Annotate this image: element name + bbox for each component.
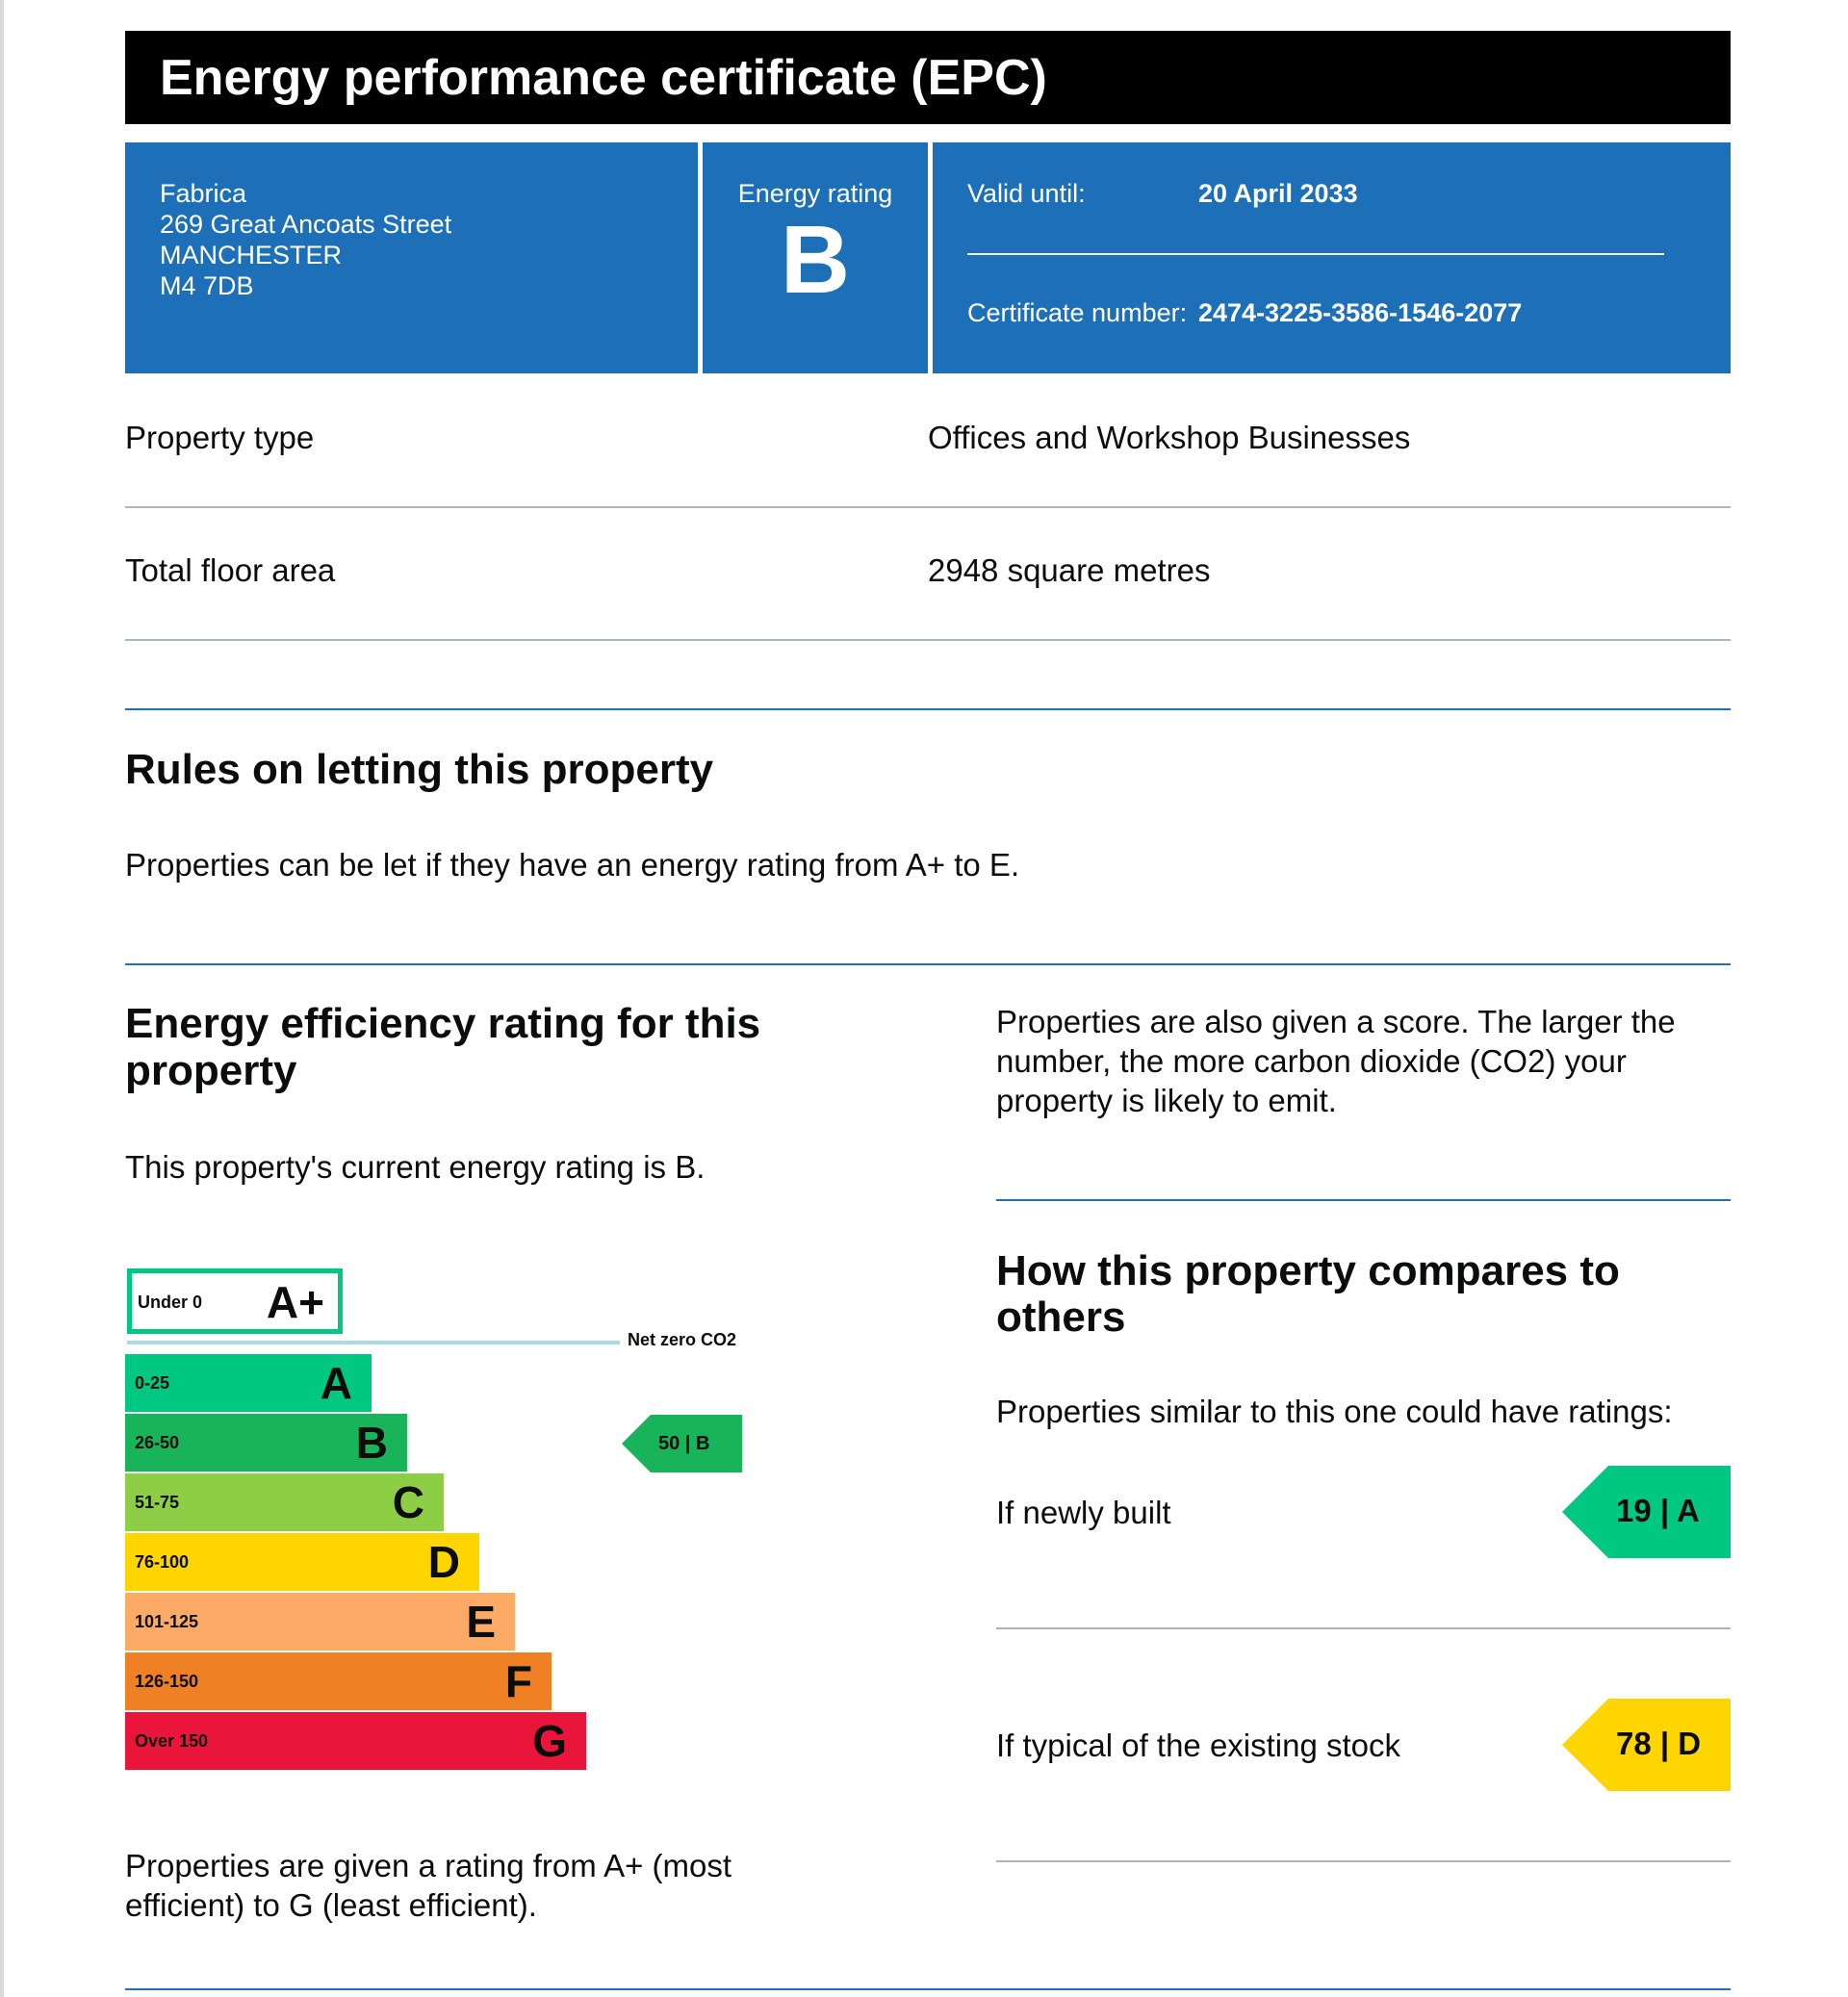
letting-heading: Rules on letting this property [125,746,714,793]
band-aplus [127,1268,343,1334]
score-info-line-2: number, the more carbon dioxide (CO2) your [996,1043,1627,1079]
score-info-line-3: property is likely to emit. [996,1083,1337,1118]
current-rating-marker [622,1415,742,1472]
floor-area-label: Total floor area [125,552,336,588]
property-type-label: Property type [125,420,315,455]
floor-area-value: 2948 square metres [928,552,1211,588]
section-divider [125,708,1731,710]
section-divider [125,963,1731,965]
band-range: 76-100 [135,1552,190,1572]
net-zero-line [127,1341,620,1344]
band-e [125,1593,515,1651]
certificate-number-value: 2474-3225-3586-1546-2077 [1198,298,1523,327]
band-f [125,1652,552,1710]
efficiency-heading-line-1: Energy efficiency rating for this [125,1000,761,1047]
validity-divider [967,253,1664,255]
address-line-1: Fabrica [160,179,247,208]
rating-footer-line-1: Properties are given a rating from A+ (most [125,1848,732,1883]
score-info-line-1: Properties are also given a score. The larger the [996,1004,1676,1039]
property-type-value: Offices and Workshop Businesses [928,420,1411,455]
compare-heading-line-1: How this property compares to [996,1247,1620,1294]
band-letter: G [532,1716,567,1766]
row-divider [125,506,1731,508]
band-letter: B [355,1418,388,1468]
band-range: Over 150 [135,1731,209,1751]
compare-heading-line-2: others [996,1293,1126,1341]
row-divider [996,1860,1731,1862]
page-header [125,31,1731,124]
band-letter: E [466,1597,496,1647]
rating-footer-line-2: efficient) to G (least efficient). [125,1887,537,1923]
typical-stock-rating [1562,1699,1731,1791]
row-divider [996,1627,1731,1629]
valid-until-value: 20 April 2033 [1198,179,1358,208]
validity-panel [933,142,1731,373]
page-title: Energy performance certificate (EPC) [160,50,1047,106]
current-rating-label: 50 | B [658,1433,710,1454]
section-divider [125,1988,1731,1990]
band-b [125,1414,407,1472]
letting-text: Properties can be let if they have an energy rating from A+ to E. [125,847,1020,883]
band-a [125,1354,372,1412]
compare-intro: Properties similar to this one could have ratings: [996,1394,1673,1429]
band-letter: A [320,1358,352,1408]
section-divider [996,1199,1731,1201]
band-range: 26-50 [135,1433,180,1452]
page-edge [0,0,4,1997]
band-range: 101-125 [135,1612,199,1631]
band-range: 51-75 [135,1493,180,1512]
address-panel [125,142,698,373]
band-letter: C [392,1477,424,1527]
energy-rating-value: B [780,206,851,314]
energy-rating-label: Energy rating [737,179,893,208]
band-range: 0-25 [135,1373,170,1393]
efficiency-heading-line-2: property [125,1047,297,1094]
newly-built-value: 19 | A [1616,1493,1700,1528]
newly-built-rating [1562,1466,1731,1558]
newly-built-label: If newly built [996,1495,1171,1530]
row-divider [125,639,1731,641]
address-line-4: M4 7DB [160,271,254,300]
band-c [125,1473,444,1531]
band-letter: F [504,1656,532,1706]
band-letter: A+ [266,1277,324,1327]
typical-stock-label: If typical of the existing stock [996,1728,1401,1763]
band-g [125,1712,586,1770]
band-range: Under 0 [138,1293,203,1312]
energy-rating-panel [703,142,928,373]
band-d [125,1533,479,1591]
certificate-number-label: Certificate number: [967,298,1188,327]
typical-stock-value: 78 | D [1616,1726,1702,1761]
net-zero-label: Net zero CO2 [628,1330,737,1349]
valid-until-label: Valid until: [967,179,1086,208]
address-line-3: MANCHESTER [160,241,343,269]
band-range: 126-150 [135,1672,199,1691]
band-letter: D [427,1537,460,1587]
current-rating-text: This property's current energy rating is B. [125,1149,706,1185]
address-line-2: 269 Great Ancoats Street [160,210,452,239]
